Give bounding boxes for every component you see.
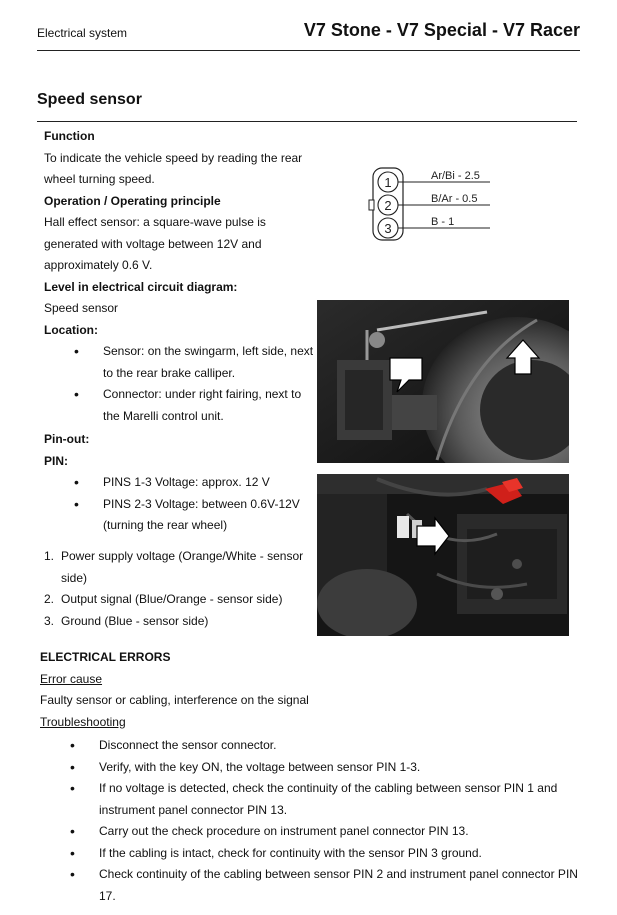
item-text: Ground (Blue - sensor side) xyxy=(61,613,209,628)
troubleshooting-step: • Verify, with the key ON, the voltage between sensor PIN 1-3. xyxy=(40,757,585,779)
troubleshooting-step: • Carry out the check procedure on instrument panel connector PIN 13. xyxy=(40,821,585,843)
troubleshooting-step: • If no voltage is detected, check the continuity of the cabling between sensor PIN 1 and instrument panel connector PIN 13. xyxy=(40,778,585,821)
header-models: V7 Stone - V7 Special - V7 Racer xyxy=(303,20,580,40)
level-text: Speed sensor xyxy=(44,301,119,315)
pin-numbered-item xyxy=(44,546,319,589)
page-title: Speed sensor xyxy=(37,91,142,108)
pin-numbered-item xyxy=(44,589,319,611)
pin-numbered-list xyxy=(44,546,319,632)
item-text: Power supply voltage (Orange/White - sensor side) xyxy=(61,549,304,585)
location-item: • Sensor: on the swingarm, left side, next to the rear brake calliper. xyxy=(44,341,319,384)
error-cause-text: Faulty sensor or cabling, interference on the signal xyxy=(40,693,309,707)
electrical-errors-section xyxy=(40,647,585,907)
pin-number: 3 xyxy=(384,221,392,236)
title-divider xyxy=(37,121,577,122)
main-column xyxy=(44,126,319,537)
wire-label: B - 1 xyxy=(431,216,455,228)
operation-text: Hall effect sensor: a square-wave pulse is generated with voltage between 12V and approximately 0.6 V. xyxy=(44,215,266,272)
location-heading: Location: xyxy=(44,322,98,337)
header-divider xyxy=(37,50,580,51)
troubleshooting-step: • If the cabling is intact, check for continuity with the sensor PIN 3 ground. xyxy=(40,843,585,865)
troubleshooting-step: • Disconnect the sensor connector. xyxy=(40,735,585,757)
function-heading: Function xyxy=(44,129,95,143)
wire-label: Ar/Bi - 2.5 xyxy=(431,170,480,182)
connector-location-photo xyxy=(317,474,569,636)
function-text: To indicate the vehicle speed by reading the rear wheel turning speed. xyxy=(44,150,303,186)
pin-item: • PINS 1-3 Voltage: approx. 12 V xyxy=(44,472,319,494)
troubleshooting-heading: Troubleshooting xyxy=(40,714,126,729)
wire-label: B/Ar - 0.5 xyxy=(431,193,478,205)
location-item: • Connector: under right fairing, next to the Marelli control unit. xyxy=(44,384,319,427)
pin-heading: PIN: xyxy=(44,453,68,468)
error-cause-heading: Error cause xyxy=(40,671,103,686)
pin-numbered-item xyxy=(44,611,319,633)
pin-number: 2 xyxy=(384,198,392,213)
pin-item: • PINS 2-3 Voltage: between 0.6V-12V (turning the rear wheel) xyxy=(44,494,319,537)
operation-heading: Operation / Operating principle xyxy=(44,193,221,208)
item-number: 1. xyxy=(44,549,55,563)
item-text: Output signal (Blue/Orange - sensor side) xyxy=(61,592,283,606)
pinout-heading: Pin-out: xyxy=(44,432,90,446)
item-number: 2. xyxy=(44,592,55,606)
item-number: 3. xyxy=(44,613,55,628)
sensor-location-photo xyxy=(317,300,569,463)
header-section: Electrical system xyxy=(37,26,128,40)
pin-number: 1 xyxy=(384,175,392,190)
connector-diagram xyxy=(368,164,493,244)
troubleshooting-step: • Check continuity of the cabling between sensor PIN 2 and instrument panel connector PIN 17. xyxy=(40,864,585,907)
level-heading: Level in electrical circuit diagram: xyxy=(44,279,238,294)
errors-heading: ELECTRICAL ERRORS xyxy=(40,650,171,664)
